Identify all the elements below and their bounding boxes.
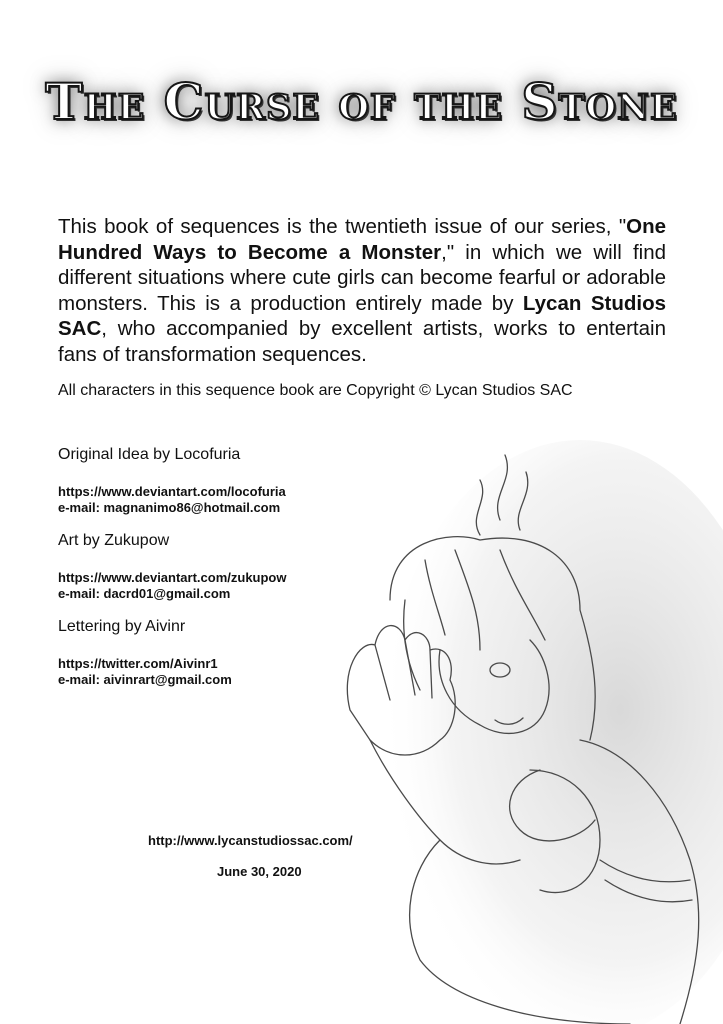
intro-text-3: , who accompanied by excellent artists, works to entertain fans of transformation sequences. (58, 317, 666, 366)
credit-link-idea[interactable]: https://www.deviantart.com/locofuria (58, 484, 286, 499)
credit-email-lettering[interactable]: e-mail: aivinrart@gmail.com (58, 672, 232, 687)
intro-text-2: ," in which we will find different situations where cute girls can become fearful or adorable monsters. This is a production entirely made by (58, 240, 667, 315)
credit-heading-art: Art by Zukupow (58, 532, 170, 549)
credit-heading-idea: Original Idea by Locofuria (58, 446, 241, 463)
shading-halo (380, 440, 723, 1024)
studio-name: Lycan Studios SAC (58, 291, 666, 341)
copyright-notice: All characters in this sequence book are Copyright © Lycan Studios SAC (58, 382, 573, 399)
series-name: One Hundred Ways to Become a Monster (58, 215, 666, 264)
credit-info-lettering (58, 656, 232, 688)
character-illustration (330, 440, 723, 1024)
credit-link-lettering[interactable]: https://twitter.com/Aivinr1 (58, 656, 218, 671)
intro-text-1: This book of sequences is the twentieth issue of our series, " (58, 215, 627, 238)
credit-link-art[interactable]: https://www.deviantart.com/zukupow (58, 570, 287, 585)
credit-info-idea (58, 484, 286, 516)
credit-heading-lettering: Lettering by Aivinr (58, 618, 186, 635)
publish-date: June 30, 2020 (217, 864, 302, 879)
credit-email-idea[interactable]: e-mail: magnanimo86@hotmail.com (58, 500, 281, 515)
intro-paragraph (58, 214, 666, 368)
credit-info-art (58, 570, 286, 602)
credit-email-art[interactable]: e-mail: dacrd01@gmail.com (58, 586, 231, 601)
website-link[interactable]: http://www.lycanstudiossac.com/ (148, 833, 353, 848)
page-title: The Curse of the Stone (45, 72, 678, 131)
